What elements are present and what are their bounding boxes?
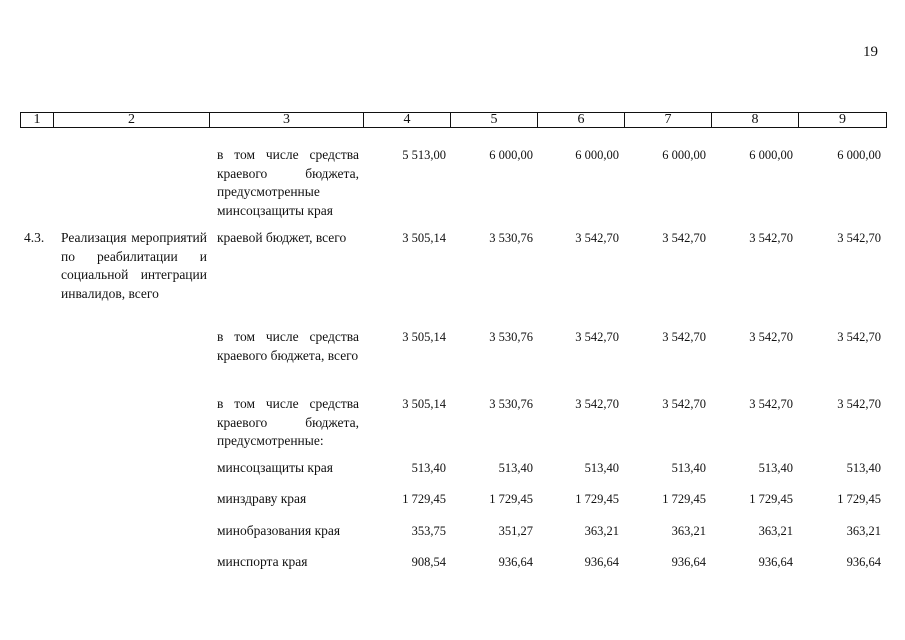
value-col-9: 6 000,00 — [837, 148, 881, 162]
value-col-9: 3 542,70 — [837, 231, 881, 245]
value-col-8: 363,21 — [758, 524, 793, 538]
value-col-5: 936,64 — [498, 555, 533, 569]
value-col-4: 3 505,14 — [402, 330, 446, 344]
value-col-9: 1 729,45 — [837, 492, 881, 506]
value-col-7: 513,40 — [671, 461, 706, 475]
value-col-7: 363,21 — [671, 524, 706, 538]
column-number-1: 1 — [21, 113, 54, 128]
value-col-6: 363,21 — [584, 524, 619, 538]
value-col-5: 3 530,76 — [489, 330, 533, 344]
value-col-8: 513,40 — [758, 461, 793, 475]
page-number: 19 — [863, 44, 878, 60]
value-col-5: 3 530,76 — [489, 397, 533, 411]
column-number-6: 6 — [538, 113, 625, 128]
value-col-4: 5 513,00 — [402, 148, 446, 162]
value-col-7: 1 729,45 — [662, 492, 706, 506]
value-col-9: 513,40 — [846, 461, 881, 475]
funding-source: минобразования края — [217, 523, 341, 538]
value-col-7: 3 542,70 — [662, 330, 706, 344]
value-col-9: 936,64 — [846, 555, 881, 569]
funding-source: в том числе средства краевого бюджета, предусмотренные минсоцзащиты края — [217, 147, 359, 218]
value-col-8: 936,64 — [758, 555, 793, 569]
value-col-5: 6 000,00 — [489, 148, 533, 162]
value-col-6: 513,40 — [584, 461, 619, 475]
funding-source: краевой бюджет, всего — [217, 230, 347, 245]
value-col-5: 351,27 — [498, 524, 533, 538]
value-col-4: 3 505,14 — [402, 397, 446, 411]
column-number-9: 9 — [799, 113, 887, 128]
value-col-7: 3 542,70 — [662, 231, 706, 245]
value-col-6: 3 542,70 — [575, 231, 619, 245]
value-col-4: 908,54 — [411, 555, 446, 569]
value-col-8: 6 000,00 — [749, 148, 793, 162]
value-col-5: 3 530,76 — [489, 231, 533, 245]
value-col-6: 6 000,00 — [575, 148, 619, 162]
column-number-2: 2 — [54, 113, 210, 128]
funding-source: минздраву края — [217, 491, 307, 506]
value-col-4: 1 729,45 — [402, 492, 446, 506]
column-number-3: 3 — [210, 113, 364, 128]
value-col-5: 513,40 — [498, 461, 533, 475]
value-col-6: 3 542,70 — [575, 330, 619, 344]
value-col-9: 3 542,70 — [837, 397, 881, 411]
value-col-6: 1 729,45 — [575, 492, 619, 506]
value-col-4: 513,40 — [411, 461, 446, 475]
value-col-6: 936,64 — [584, 555, 619, 569]
column-number-7: 7 — [625, 113, 712, 128]
value-col-4: 3 505,14 — [402, 231, 446, 245]
value-col-8: 1 729,45 — [749, 492, 793, 506]
value-col-8: 3 542,70 — [749, 330, 793, 344]
funding-source: минспорта края — [217, 554, 308, 569]
value-col-6: 3 542,70 — [575, 397, 619, 411]
column-number-8: 8 — [712, 113, 799, 128]
column-number-4: 4 — [364, 113, 451, 128]
value-col-8: 3 542,70 — [749, 397, 793, 411]
value-col-7: 3 542,70 — [662, 397, 706, 411]
funding-source: в том числе средства краевого бюджета, всего — [217, 329, 359, 363]
column-number-5: 5 — [451, 113, 538, 128]
value-col-7: 936,64 — [671, 555, 706, 569]
item-name: Реализация мероприятий по реабилитации и социальной интеграции инвалидов, всего — [61, 230, 207, 301]
value-col-9: 3 542,70 — [837, 330, 881, 344]
item-number: 4.3. — [24, 230, 45, 245]
value-col-7: 6 000,00 — [662, 148, 706, 162]
funding-source: минсоцзащиты края — [217, 460, 333, 475]
value-col-4: 353,75 — [411, 524, 446, 538]
value-col-5: 1 729,45 — [489, 492, 533, 506]
value-col-8: 3 542,70 — [749, 231, 793, 245]
value-col-9: 363,21 — [846, 524, 881, 538]
funding-source: в том числе средства краевого бюджета, предусмотренные: — [217, 396, 359, 448]
